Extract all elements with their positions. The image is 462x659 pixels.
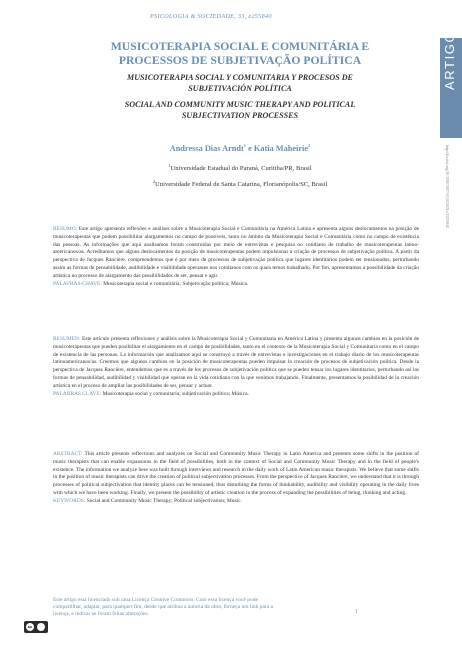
keywords-pt	[53, 281, 419, 289]
aff-1-sup: 1	[168, 163, 171, 168]
keywords-pt-label: PALAVRAS-CHAVE:	[53, 280, 102, 287]
keywords-en-label: KEYWORDS:	[53, 497, 86, 504]
aff-1-text: Universidade Estadual do Paraná, Curitiba/PR, Brasil	[170, 165, 312, 173]
keywords-es	[53, 391, 419, 399]
affiliation-1	[100, 163, 380, 172]
author-1-sup: 1	[243, 143, 247, 148]
title-portuguese: MUSICOTERAPIA SOCIAL E COMUNITÁRIA E PROCESSOS DE SUBJETIVAÇÃO POLÍTICA	[110, 40, 370, 67]
page-number: 1	[355, 609, 358, 615]
keywords-en	[53, 498, 419, 506]
cc-circle-icon: cc	[27, 624, 33, 629]
title-english: SOCIAL AND COMMUNITY MUSIC THERAPY AND POLITICAL SUBJECTIVATION PROCESSES	[124, 100, 356, 120]
affiliation-2	[100, 179, 380, 188]
cc-by-license-icon[interactable]	[24, 621, 48, 633]
license-text: Este artigo está licenciado sob uma Licença Creative Commons. Com essa licença você pode compartilhar, adaptar, para qualquer fim, desde que atribua a autoria da obra, forneça um link para a licença, e indicar se foram feitas alterações.	[53, 597, 274, 618]
abstract-es-label: RESUMEN:	[53, 336, 81, 342]
author-line	[90, 143, 390, 153]
doi-link[interactable]: http://dx.doi.org/10.1590/1807-0310/2021v33255840	[445, 145, 449, 229]
author-connector: e	[248, 143, 252, 153]
keywords-es-label: PALABRAS CLAVE:	[53, 390, 102, 397]
article-type-tab	[440, 30, 462, 138]
abstract-pt-text: Este artigo apresenta reflexões e análises sobre a Musicoterapia Social e Comunitária na América Latina e apresenta alguns deslocamentos na posição de musicoterapeutas que podem possibilitar alargamentos no campo de possíveis, tanto no âmbito da Musicoterapia Social e Comunitária como no campo de existência das pessoas. As informações que aqui analisamos foram construídas por meio de entrevistas e pesquisa no cotidiano de trabalho de musicoterapeutas latino-americanos/as. Acreditamos que alguns deslocamentos da posição de musicoterapeutas podem impulsionar a criação de processos de subjetivação política. A partir da perspectiva de Jacques Rancière, compreendemos que é por meio de processos de subjetivação política que lugares identitários podem ser tensionados, perturbando assim as formas de pensabilidade, audibilidade e visibilidade operantes nos cotidianos com os quais temos trabalhado. Por fim, apresentamos a possibilidade da criação artística no processo de alargamento das possibilidades de ser, pensar e agir.	[53, 226, 419, 279]
abstract-portuguese	[53, 226, 419, 288]
author-2: Katia Maheirie	[253, 143, 309, 153]
page-header	[0, 0, 462, 38]
running-head: PSICOLOGIA & SOCIEDADE, 33, e255840	[150, 13, 272, 20]
keywords-pt-text: Musicoterapia social e comunitária; Subjetivação política; Música.	[103, 280, 249, 287]
keywords-en-text: Social and Community Music Therapy; Political subjectivation; Music.	[86, 497, 242, 504]
article-type-label: ARTIGO	[442, 30, 457, 90]
title-spanish: MUSICOTERAPIA SOCIAL Y COMUNITARIA Y PROCESOS DE SUBJETIVACIÓN POLÍTICA	[127, 73, 353, 93]
abstract-spanish	[53, 336, 419, 398]
abstract-en-text: This article presents reflections and analyzes on Social and Community Music Therapy in Latin America and presents some shifts in the position of music therapists that can enable expansions in the field of possibilities, both in the context of Social and Community Music Therapy and in the field of people's existence. The information we analyze here was built through interviews and research in the daily work of Latin American music therapists. We believe that some shifts in the position of music therapists can drive the creation of political subjectivation processes. From the perspective of Jacques Rancière, we understand that it is through processes of political subjectivation that identity places can be tensioned, thus disturbing the forms of thinkability, audibility and visibility operating in the daily lives with which we have been working. Finally, we present the possibility of artistic creation in the process of expanding the possibilities of being, thinking and acting.	[53, 451, 419, 496]
author-1: Andressa Dias Arndt	[169, 143, 244, 153]
keywords-es-text: Musicoterapia social y comunitaria; subjetivación política; Música.	[102, 390, 249, 397]
abstract-es-text: Este artículo presenta reflexiones y análisis sobre la Musicoterapia Social y Comunitaria en América Latina y presenta algunos cambios en la posición de musicoterapeutas que pueden posibilitar el alargamiento en el campo de posibilidades, tanto en el contexto de la Musicoterapia Social y Comunitaria como en el campo de existencia de las personas. La información que analizamos aquí se construyó a través de entrevistas e investigaciones en el trabajo diario de los musicoterapeutas latinoamericanos/as. Creemos que algunos cambios en la posición de musicoterapeutas pueden impulsar la creación de procesos de subjetivación política. Desde la perspectiva de Jacques Rancière, entendemos que es a través de los procesos de subjetivación política que se pueden tensar los lugares identitarios, perturbando así las formas de pensabilidad, audibilidad y visibilidad que operan en la vida cotidiana con la que venimos trabajando. Finalmente, presentamos la posibilidad de la creación artística en el proceso de ampliar las posibilidades de ser, pensar y actuar.	[53, 336, 419, 389]
aff-2-text: Universidade Federal de Santa Catarina, Florianópolis/SC, Brasil	[155, 181, 328, 189]
abstract-en-label: ABSTRACT:	[53, 451, 83, 457]
person-icon	[37, 623, 45, 631]
abstract-english	[53, 451, 419, 506]
aff-2-sup: 2	[152, 179, 156, 184]
abstract-pt-label: RESUMO:	[53, 226, 78, 232]
author-2-sup: 2	[308, 143, 311, 148]
